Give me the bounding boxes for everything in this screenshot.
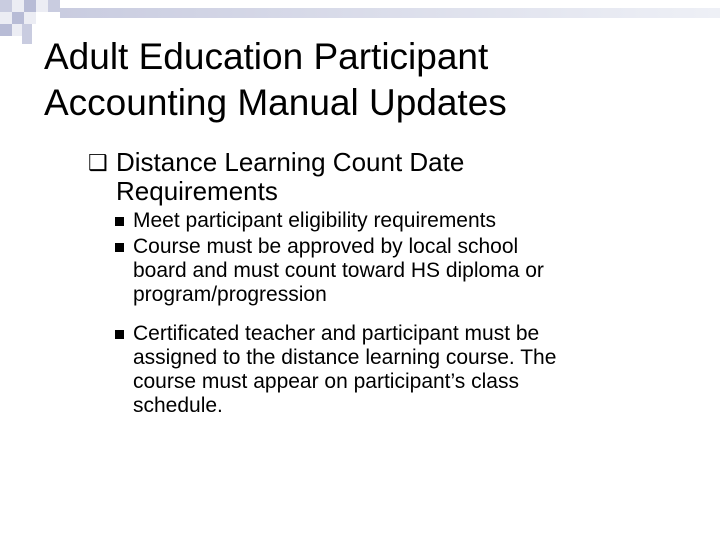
square-bullet-icon	[115, 243, 124, 252]
sub-bullet-3-line-4: schedule.	[133, 394, 223, 417]
title-line-1: Adult Education Participant	[44, 36, 489, 77]
sub-bullet-2-line-2: board and must count toward HS diploma or	[133, 259, 544, 282]
sub-bullet-1-line-1: Meet participant eligibility requirements	[133, 209, 496, 232]
bullet-level1-line-2: Requirements	[116, 176, 278, 206]
slide-title	[44, 34, 684, 126]
square-bullet-icon	[115, 330, 124, 339]
sub-bullet-3-line-2: assigned to the distance learning course. The	[133, 346, 557, 369]
sub-bullet-2-line-1: Course must be approved by local school	[133, 235, 519, 258]
sub-bullet-2-line-3: program/progression	[133, 283, 327, 306]
hollow-square-bullet-icon: ❑	[88, 150, 108, 175]
square-bullet-icon	[115, 217, 124, 226]
sub-bullet-3-line-1: Certificated teacher and participant must be	[133, 322, 540, 345]
title-line-2: Accounting Manual Updates	[44, 82, 507, 123]
sub-bullet-3-line-3: course must appear on participant’s class	[133, 370, 519, 393]
bullet-level1-line-1: Distance Learning Count Date	[116, 147, 465, 177]
